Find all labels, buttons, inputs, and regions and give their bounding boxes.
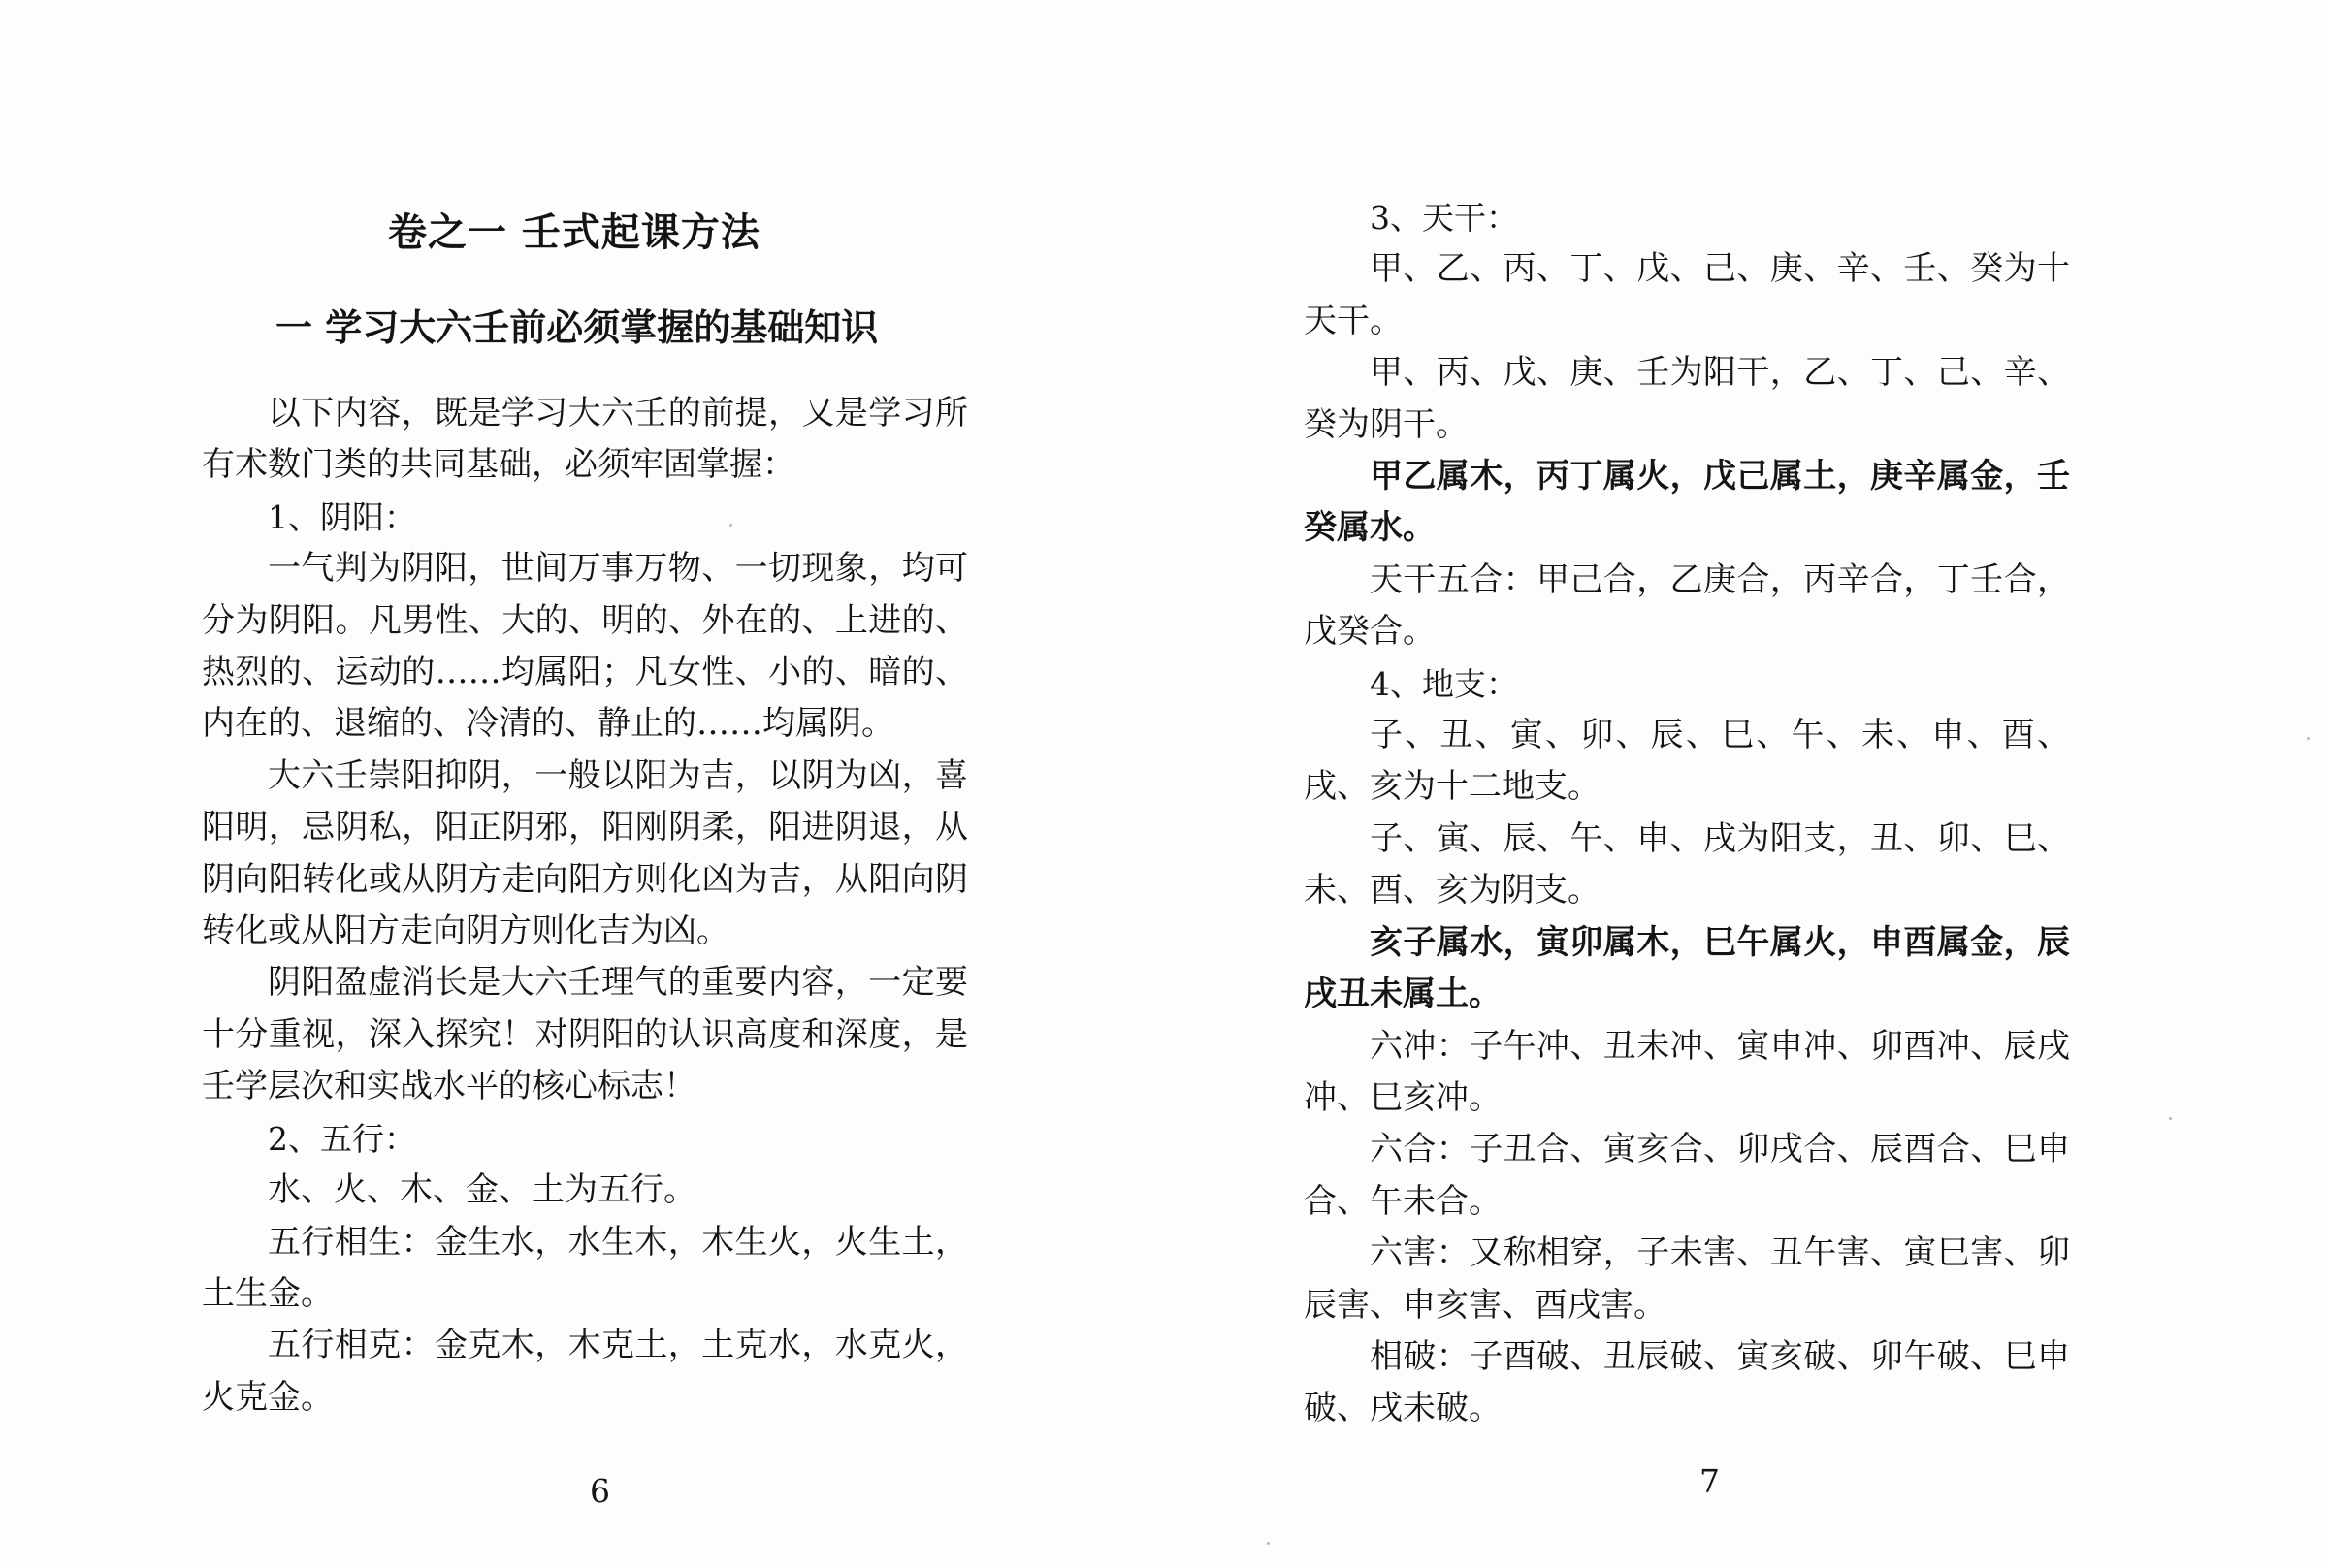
yinyang-definition-paragraph: 一气判为阴阳，世间万事万物、一切现象，均可分为阴阳。凡男性、大的、明的、外在的、上进的、热烈的、运动的……均属阳；凡女性、小的、暗的、内在的、退缩的、冷清的、静止的……均属阴。 [202, 549, 968, 744]
wuxing-overcoming-paragraph: 五行相克：金克木，木克土，土克水，水克火，火克金。 [202, 1326, 968, 1417]
scan-speck [2169, 1117, 2172, 1120]
right-page-number: 7 [1699, 1462, 1720, 1500]
dizhi-list-paragraph: 子、丑、寅、卯、辰、巳、午、未、申、酉、戌、亥为十二地支。 [1304, 716, 2070, 807]
yinyang-heading: 1、阴阳： [268, 497, 416, 536]
wuxing-list-paragraph: 水、火、木、金、土为五行。 [268, 1170, 696, 1210]
mutual-breaks-paragraph: 相破：子酉破、丑辰破、寅亥破、卯午破、巳申破、戌未破。 [1304, 1336, 2070, 1428]
tiangan-list-paragraph: 甲、乙、丙、丁、戊、己、庚、辛、壬、癸为十天干。 [1304, 249, 2070, 340]
scan-speck [729, 524, 732, 527]
scan-speck [2307, 737, 2310, 740]
dizhi-polarity-paragraph: 子、寅、辰、午、申、戌为阳支，丑、卯、巳、未、酉、亥为阴支。 [1304, 818, 2070, 911]
tiangan-polarity-paragraph: 甲、丙、戊、庚、壬为阳干，乙、丁、己、辛、癸为阴干。 [1304, 353, 2070, 444]
six-harms-paragraph: 六害：又称相穿，子未害、丑午害、寅巳害、卯辰害、申亥害、酉戌害。 [1304, 1233, 2070, 1325]
six-clashes-paragraph: 六冲：子午冲、丑未冲、寅申冲、卯酉冲、辰戌冲、巳亥冲。 [1304, 1026, 2070, 1117]
yinyang-usage-paragraph: 大六壬崇阳抑阴，一般以阳为吉，以阴为凶，喜阳明，忌阴私，阳正阴邪，阳刚阴柔，阳进阴退，从阴向阳转化或从阴方走向阳方则化凶为吉，从阳向阴转化或从阳方走向阴方则化吉为凶。 [202, 755, 968, 951]
wuxing-heading: 2、五行： [268, 1119, 416, 1158]
scan-speck [1267, 1542, 1270, 1545]
tiangan-heading: 3、天干： [1370, 199, 1518, 237]
right-page-body [1304, 192, 2070, 1435]
chapter-title: 卷之一 壬式起课方法 [388, 209, 760, 255]
dizhi-elements-paragraph: 亥子属水，寅卯属木，巳午属火，申酉属金，辰戌丑未属土。 [1304, 922, 2070, 1014]
left-page-number: 6 [590, 1472, 610, 1510]
tiangan-elements-paragraph: 甲乙属木，丙丁属火，戊己属土，庚辛属金，壬癸属水。 [1304, 457, 2070, 548]
tiangan-five-combinations-paragraph: 天干五合：甲己合，乙庚合，丙辛合，丁壬合，戊癸合。 [1304, 560, 2070, 652]
intro-paragraph: 以下内容，既是学习大六壬的前提，又是学习所有术数门类的共同基础，必须牢固掌握： [202, 394, 968, 485]
dizhi-heading: 4、地支： [1370, 664, 1518, 703]
right-page [1164, 0, 2328, 1568]
section-title: 一 学习大六壬前必须掌握的基础知识 [275, 305, 879, 349]
yinyang-importance-paragraph: 阴阳盈虚消长是大六壬理气的重要内容，一定要十分重视，深入探究！对阴阳的认识高度和深度，是壬学层次和实战水平的核心标志！ [202, 963, 968, 1106]
wuxing-generating-paragraph: 五行相生：金生水，水生木，木生火，火生土，土生金。 [202, 1222, 968, 1313]
six-combinations-paragraph: 六合：子丑合、寅亥合、卯戌合、辰酉合、巳申合、午未合。 [1304, 1130, 2070, 1221]
left-page-body [202, 388, 968, 1424]
